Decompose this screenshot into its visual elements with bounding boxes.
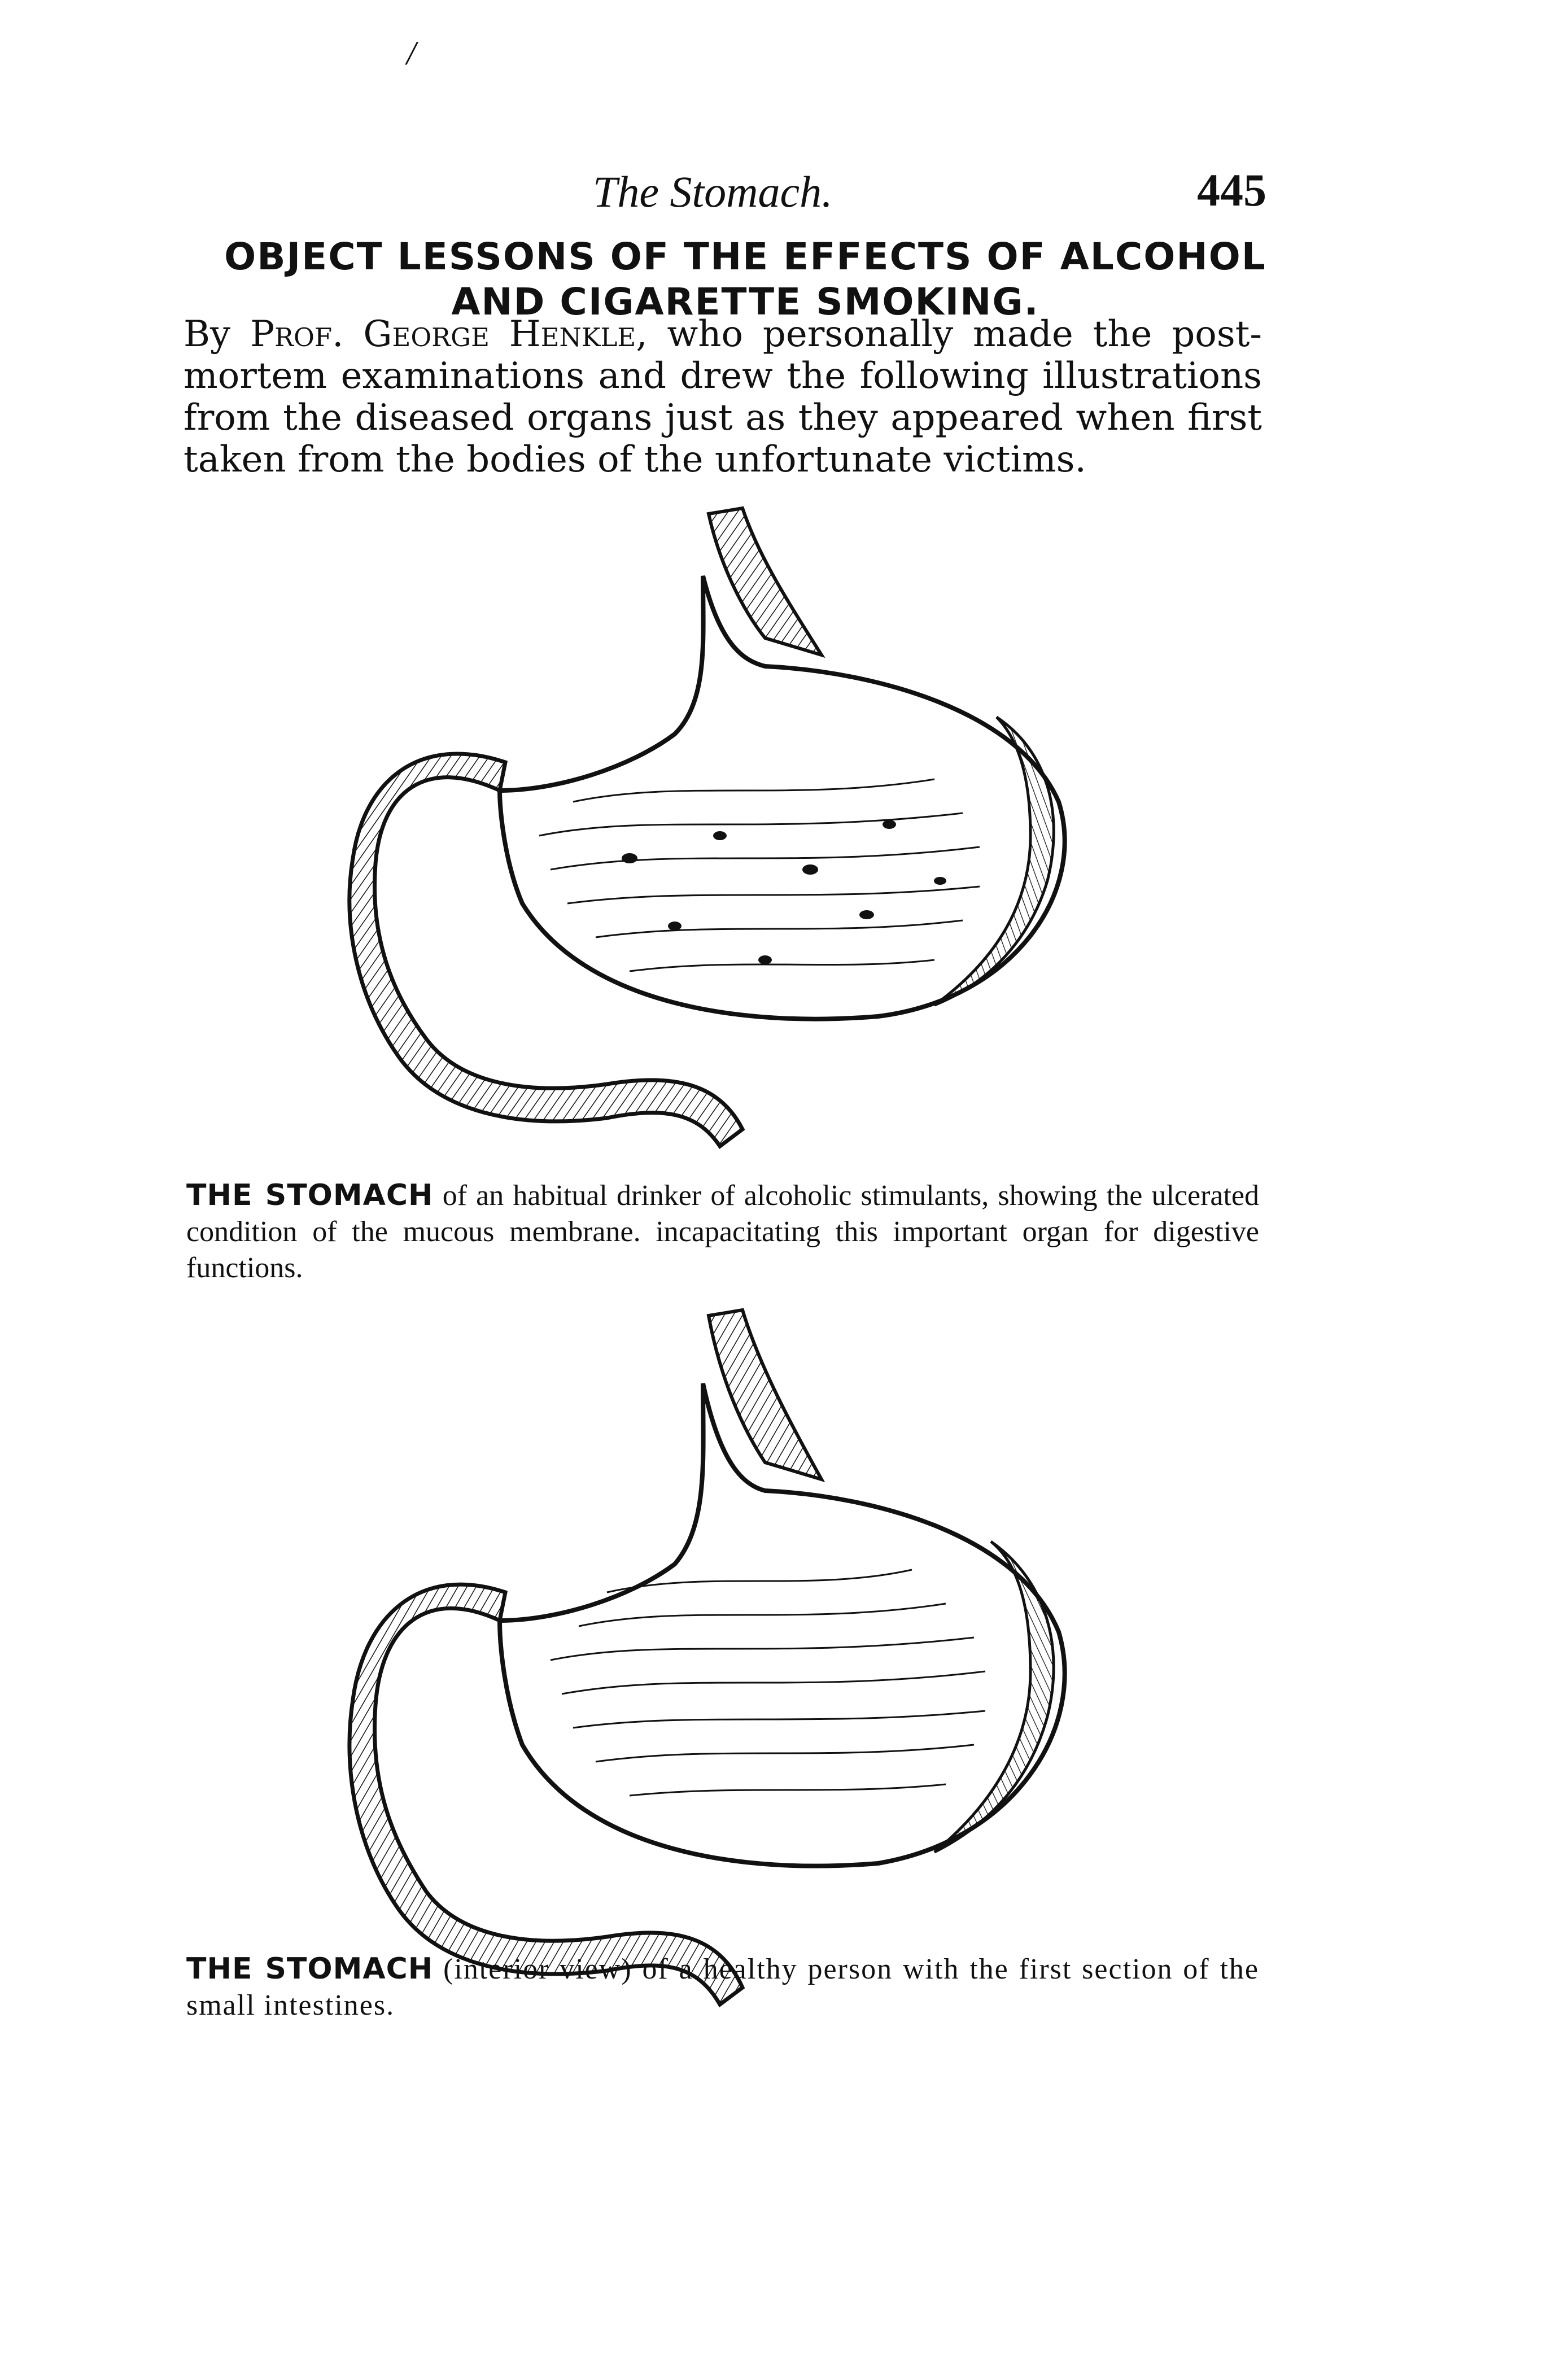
title-line-2: AND CIGARETTE SMOKING. xyxy=(451,280,1039,324)
healthy-stomach-illustration xyxy=(313,1299,1160,2044)
margin-mark: / xyxy=(407,34,416,72)
intro-text: , who personally made the post-mortem examinations and drew the following illustrations from the diseased organs just as they appeared when first taken from the bodies of the unfortunate victims. xyxy=(184,313,1262,481)
figure-2-caption xyxy=(186,1951,1259,2024)
running-head: The Stomach. xyxy=(593,167,833,216)
figure-1-caption-lead: THE STOMACH xyxy=(186,1178,434,1212)
page-number: 445 xyxy=(1197,164,1266,216)
author-prefix: Prof. xyxy=(250,313,344,355)
author-name: George Henkle xyxy=(363,313,636,355)
intro-by: By xyxy=(184,313,251,355)
figure-2-caption-text: (interior view) of a healthy person with the first section of the small intestines. xyxy=(186,1953,1259,2021)
diseased-stomach-illustration xyxy=(313,497,1160,1174)
title-line-1: OBJECT LESSONS OF THE EFFECTS OF ALCOHOL xyxy=(224,235,1266,278)
intro-paragraph xyxy=(184,313,1262,481)
figure-2-caption-lead: THE STOMACH xyxy=(186,1952,434,1986)
figure-1-caption-text: of an habitual drinker of alcoholic stimulants, showing the ulcerated condition of the mucous membrane. incapacitating this important organ for digestive functions. xyxy=(186,1180,1259,1284)
article-title xyxy=(186,234,1304,325)
figure-1-caption xyxy=(186,1177,1259,1286)
